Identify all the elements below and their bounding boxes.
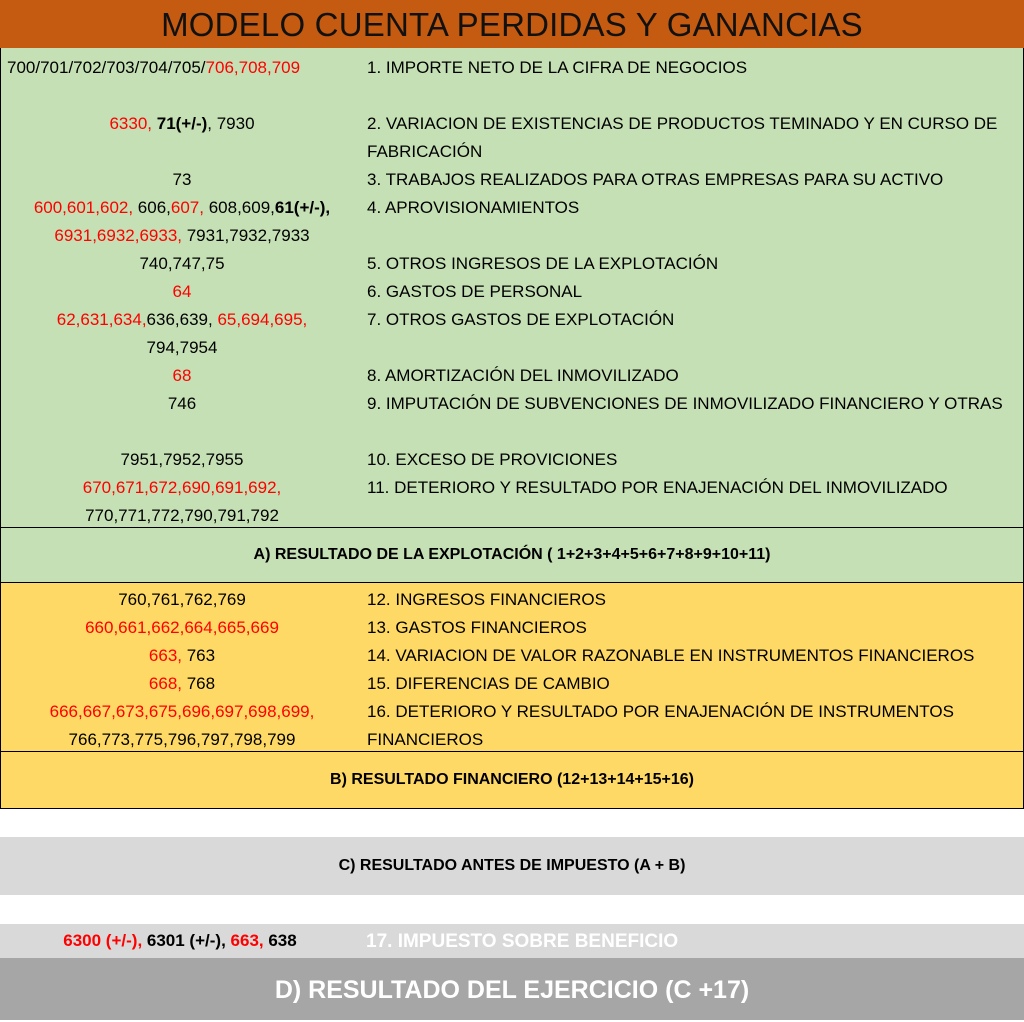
result-b: B) RESULTADO FINANCIERO (12+13+14+15+16) (0, 751, 1024, 809)
code-text-red: 6931,6932,6933, (54, 226, 182, 245)
code-text-red: 62,631,634, (56, 310, 147, 329)
code-text: , 7930 (207, 114, 255, 133)
code-text: 606, (133, 198, 171, 217)
code-text: 763 (182, 646, 216, 665)
result-d: D) RESULTADO DEL EJERCICIO (C +17) (0, 958, 1024, 1020)
code-text-red: 668, (148, 674, 182, 693)
item-description: 14. VARIACION DE VALOR RAZONABLE EN INSTRUMENTOS FINANCIEROS (367, 646, 975, 665)
item-description: 8. AMORTIZACIÓN DEL INMOVILIZADO (367, 366, 679, 385)
code-text-red: 607, (170, 198, 204, 217)
account-codes: 73 (172, 170, 192, 189)
code-text: 608,609, (203, 198, 275, 217)
code-text-red: 670,671,672,690,691,692, (82, 478, 282, 497)
financial-section (0, 583, 1024, 751)
item-description: 2. VARIACION DE EXISTENCIAS DE PRODUCTOS TEMINADO Y EN CURSO DE FABRICACIÓN (367, 114, 998, 161)
account-codes: 746 (167, 394, 197, 413)
code-text: 770,771,772,790,791,792 (85, 506, 279, 525)
code-text-red: 663, (148, 646, 182, 665)
item-description: 12. INGRESOS FINANCIEROS (367, 590, 606, 609)
code-text-red: 6300 (+/-), (63, 931, 143, 950)
item-description: 9. IMPUTACIÓN DE SUBVENCIONES DE INMOVILIZADO FINANCIERO Y OTRAS (367, 394, 1003, 413)
code-text-bold: 61(+/-), (274, 198, 331, 217)
page-title: MODELO CUENTA PERDIDAS Y GANANCIAS (0, 0, 1024, 48)
result-c: C) RESULTADO ANTES DE IMPUESTO (A + B) (0, 837, 1024, 895)
code-text: 794,7954 (146, 338, 218, 357)
account-codes: 660,661,662,664,665,669 (85, 618, 279, 637)
code-text: 766,773,775,796,797,798,799 (68, 730, 296, 749)
item-description: 13. GASTOS FINANCIEROS (367, 618, 587, 637)
item-description: 7. OTROS GASTOS DE EXPLOTACIÓN (367, 310, 675, 329)
item-description: 15. DIFERENCIAS DE CAMBIO (367, 674, 610, 693)
item-description: 1. IMPORTE NETO DE LA CIFRA DE NEGOCIOS (367, 58, 748, 77)
account-codes (1, 54, 359, 82)
code-text: 6301 (+/-), (142, 931, 231, 950)
account-codes: 64 (172, 282, 192, 301)
account-codes (1, 698, 363, 754)
account-codes: 7951,7952,7955 (120, 450, 244, 469)
code-text: 638 (263, 931, 297, 950)
account-codes (1, 474, 363, 530)
item-description: 5. OTROS INGRESOS DE LA EXPLOTACIÓN (367, 254, 719, 273)
item-description: 3. TRABAJOS REALIZADOS PARA OTRAS EMPRESAS PARA SU ACTIVO (367, 170, 944, 189)
item-description: 11. DETERIORO Y RESULTADO POR ENAJENACIÓN DEL INMOVILIZADO (367, 478, 948, 497)
code-text-red: 663, (230, 931, 264, 950)
item-description: 4. APROVISIONAMIENTOS (367, 198, 580, 217)
item-description: 16. DETERIORO Y RESULTADO POR ENAJENACIÓN DE INSTRUMENTOS FINANCIEROS (367, 702, 954, 749)
code-text: 7931,7932,7933 (182, 226, 310, 245)
account-codes (0, 924, 360, 958)
code-text: 700/701/702/703/704/705/ (7, 58, 206, 77)
item-description: 10. EXCESO DE PROVICIONES (367, 450, 618, 469)
account-codes (1, 642, 363, 670)
row-17 (0, 924, 1024, 958)
account-codes (1, 194, 363, 250)
code-text-red: 666,667,673,675,696,697,698,699, (49, 702, 315, 721)
exploitation-section (0, 48, 1024, 528)
code-text-red: 65,694,695, (217, 310, 308, 329)
account-codes (1, 670, 363, 698)
account-codes (1, 110, 363, 138)
code-text-red: 600,601,602, (33, 198, 134, 217)
code-text: 636,639, (146, 310, 218, 329)
code-text-red: 6330, (109, 114, 152, 133)
result-a: A) RESULTADO DE LA EXPLOTACIÓN ( 1+2+3+4+5+6+7+8+9+10+11) (0, 528, 1024, 583)
account-codes: 740,747,75 (139, 254, 225, 273)
account-codes (1, 306, 363, 362)
item-description: 6. GASTOS DE PERSONAL (367, 282, 583, 301)
code-text-red: 706,708,709 (205, 58, 301, 77)
item-description: 17. IMPUESTO SOBRE BENEFICIO (366, 931, 679, 952)
account-codes: 760,761,762,769 (118, 590, 246, 609)
account-codes: 68 (172, 366, 192, 385)
code-text-bold: 71(+/-) (156, 114, 208, 133)
code-text: 768 (182, 674, 216, 693)
